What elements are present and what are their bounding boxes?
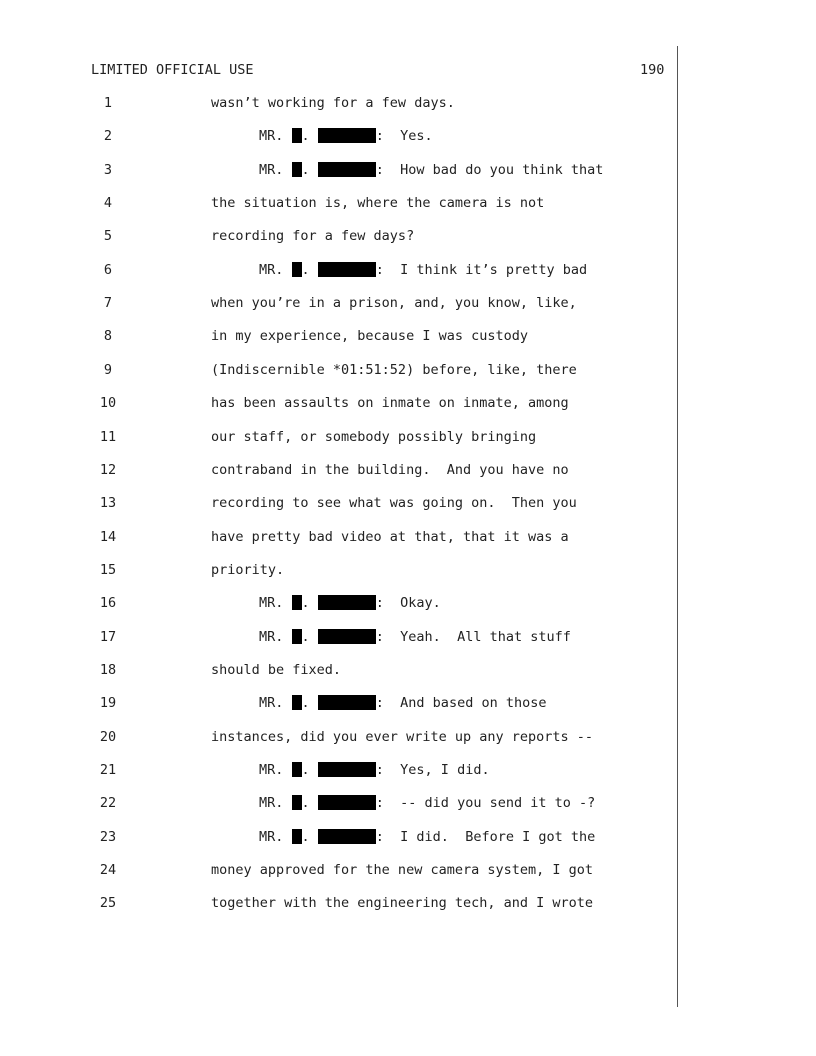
redaction-initial (292, 695, 302, 710)
line-text (259, 762, 490, 778)
line-text: together with the engineering tech, and I wrote (211, 895, 594, 912)
line-number: 21 (99, 762, 117, 778)
line-number: 6 (103, 261, 113, 278)
speaker-colon: : (375, 261, 401, 278)
line-number: 7 (103, 295, 113, 312)
line-number: 17 (99, 628, 117, 645)
speaker-prefix: MR. (259, 161, 292, 178)
line-text: when you’re in a prison, and, you know, like, (211, 295, 577, 312)
redaction-surname (318, 762, 376, 777)
line-number: 12 (99, 461, 117, 478)
transcript-line (0, 862, 676, 882)
spoken-text: Yes, I did. (400, 762, 490, 778)
speaker-dot: . (301, 762, 318, 778)
line-text: should be fixed. (211, 661, 342, 678)
line-text (259, 695, 546, 711)
line-number: 14 (99, 528, 117, 545)
line-number: 19 (99, 695, 117, 712)
spoken-text: Okay. (400, 595, 441, 612)
redaction-initial (292, 795, 302, 810)
line-number: 16 (99, 595, 117, 612)
line-number: 10 (99, 395, 117, 412)
transcript-line (0, 829, 676, 849)
spoken-text: Yeah. All that stuff (400, 628, 571, 645)
speaker-dot: . (301, 261, 318, 278)
line-text: wasn’t working for a few days. (211, 95, 455, 111)
redaction-initial (292, 762, 302, 777)
line-number: 2 (103, 128, 113, 145)
line-text: the situation is, where the camera is not (211, 195, 545, 212)
speaker-colon: : (375, 795, 401, 812)
line-text: instances, did you ever write up any reports -- (211, 728, 594, 745)
speaker-dot: . (301, 128, 318, 145)
transcript-line (0, 562, 676, 582)
transcript-line (0, 695, 676, 715)
line-text: in my experience, because I was custody (211, 328, 528, 345)
transcript-line (0, 495, 676, 515)
line-text (259, 795, 595, 811)
line-number: 18 (99, 661, 117, 678)
redaction-surname (318, 795, 376, 810)
speaker-colon: : (375, 628, 401, 645)
spoken-text: How bad do you think that (400, 161, 604, 178)
transcript-line (0, 195, 676, 215)
transcript-line (0, 328, 676, 348)
line-text: (Indiscernible *01:51:52) before, like, there (211, 361, 577, 378)
speaker-prefix: MR. (259, 261, 292, 278)
page-margin-rule (677, 46, 678, 1007)
transcript-line (0, 162, 676, 182)
speaker-dot: . (301, 628, 318, 645)
speaker-prefix: MR. (259, 695, 292, 712)
line-text: have pretty bad video at that, that it was a (211, 528, 569, 545)
line-text (259, 629, 571, 645)
spoken-text: And based on those (400, 695, 547, 712)
spoken-text: Yes. (400, 128, 433, 145)
transcript-line (0, 529, 676, 549)
line-text (259, 595, 441, 611)
redaction-surname (318, 595, 376, 610)
line-number: 15 (99, 561, 117, 578)
speaker-dot: . (301, 161, 318, 178)
line-number: 8 (103, 328, 113, 345)
classification-header: LIMITED OFFICIAL USE (91, 62, 254, 78)
speaker-prefix: MR. (259, 128, 292, 145)
speaker-dot: . (301, 828, 318, 845)
redaction-initial (292, 128, 302, 143)
line-text: money approved for the new camera system, I got (211, 862, 594, 879)
line-number: 20 (99, 728, 117, 745)
speaker-colon: : (375, 762, 401, 778)
speaker-colon: : (375, 128, 401, 145)
line-number: 23 (99, 828, 117, 845)
transcript-line (0, 595, 676, 615)
line-text (259, 162, 603, 178)
transcript-line (0, 762, 676, 782)
line-number: 24 (99, 862, 117, 879)
speaker-colon: : (375, 595, 401, 612)
transcript-line (0, 729, 676, 749)
line-number: 4 (103, 195, 113, 212)
line-text (259, 829, 595, 845)
transcript-line (0, 895, 676, 915)
transcript-line (0, 95, 676, 115)
speaker-prefix: MR. (259, 762, 292, 778)
redaction-initial (292, 629, 302, 644)
line-number: 25 (99, 895, 117, 912)
speaker-dot: . (301, 595, 318, 612)
transcript-line (0, 262, 676, 282)
speaker-dot: . (301, 695, 318, 712)
spoken-text: -- did you send it to -? (400, 795, 596, 812)
line-number: 5 (103, 228, 113, 245)
line-text: our staff, or somebody possibly bringing (211, 428, 537, 445)
spoken-text: I did. Before I got the (400, 828, 596, 845)
speaker-colon: : (375, 695, 401, 712)
redaction-surname (318, 829, 376, 844)
line-number: 3 (103, 161, 113, 178)
line-text: recording to see what was going on. Then you (211, 495, 577, 512)
line-text (259, 262, 587, 278)
redaction-initial (292, 262, 302, 277)
transcript-line (0, 462, 676, 482)
line-text (259, 128, 433, 144)
speaker-dot: . (301, 795, 318, 812)
line-text: priority. (211, 561, 285, 578)
page-number: 190 (640, 62, 665, 78)
transcript-line (0, 362, 676, 382)
redaction-surname (318, 695, 376, 710)
line-text: recording for a few days? (211, 228, 415, 245)
redaction-surname (318, 262, 376, 277)
line-number: 11 (99, 428, 117, 445)
transcript-line (0, 795, 676, 815)
transcript-line (0, 429, 676, 449)
redaction-surname (318, 128, 376, 143)
speaker-prefix: MR. (259, 795, 292, 812)
speaker-prefix: MR. (259, 828, 292, 845)
line-number: 13 (99, 495, 117, 512)
transcript-line (0, 128, 676, 148)
line-number: 9 (103, 361, 113, 378)
spoken-text: I think it’s pretty bad (400, 261, 588, 278)
redaction-initial (292, 595, 302, 610)
speaker-colon: : (375, 828, 401, 845)
speaker-prefix: MR. (259, 628, 292, 645)
line-text: contraband in the building. And you have no (211, 461, 569, 478)
speaker-colon: : (375, 161, 401, 178)
redaction-surname (318, 162, 376, 177)
transcript-line (0, 395, 676, 415)
redaction-surname (318, 629, 376, 644)
transcript-line (0, 662, 676, 682)
transcript-line (0, 629, 676, 649)
line-text: has been assaults on inmate on inmate, among (211, 395, 569, 412)
line-number: 1 (103, 95, 113, 111)
transcript-line (0, 295, 676, 315)
speaker-prefix: MR. (259, 595, 292, 612)
line-number: 22 (99, 795, 117, 812)
redaction-initial (292, 162, 302, 177)
transcript-line (0, 228, 676, 248)
redaction-initial (292, 829, 302, 844)
